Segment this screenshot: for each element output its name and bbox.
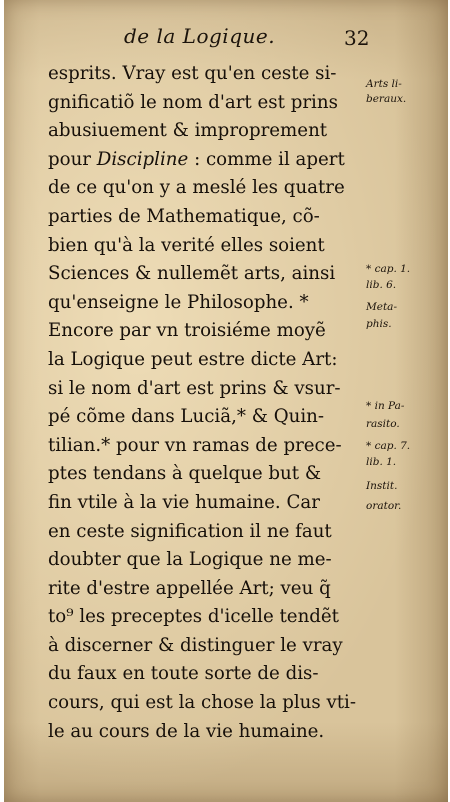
text-line: Sciences & nullemẽt arts, ainsi: [48, 263, 336, 285]
margin-note: lib. 6.: [366, 279, 397, 291]
text-line: gnificatiõ le nom d'art est prins: [48, 91, 338, 113]
main-text-block: [48, 60, 368, 746]
text-line: bien qu'à la verité elles soient: [48, 234, 325, 256]
text-segment: : comme il apert: [188, 148, 345, 170]
book-page: [4, 0, 448, 802]
running-head: de la Logique.: [124, 24, 276, 48]
text-line: cours, qui est la chose la plus vti-: [48, 692, 357, 714]
margin-note: Arts li-: [366, 78, 402, 90]
text-line: pé cõme dans Luciã,* & Quin-: [48, 406, 324, 428]
page-number: 32: [344, 26, 370, 50]
margin-note: phis.: [366, 318, 392, 330]
text-line: si le nom d'art est prins & vsur-: [48, 377, 341, 399]
text-line: ptes tendans à quelque but &: [48, 463, 322, 485]
text-line: tilian.* pour vn ramas de prece-: [48, 434, 342, 456]
text-line: esprits. Vray est qu'en ceste si-: [48, 63, 337, 84]
margin-note: orator.: [366, 500, 402, 512]
text-line: la Logique peut estre dicte Art:: [48, 348, 338, 370]
text-line: parties de Mathematique, cõ-: [48, 205, 320, 227]
margin-note: Meta-: [366, 301, 397, 313]
text-line: du faux en toute sorte de dis-: [48, 663, 319, 685]
text-line: [48, 146, 368, 175]
margin-note: lib. 1.: [366, 456, 397, 468]
text-line: Encore par vn troisiéme moyẽ: [48, 320, 326, 342]
margin-note: rasito.: [366, 418, 400, 430]
text-line: to⁹ les preceptes d'icelle tendẽt: [48, 606, 339, 628]
margin-note: beraux.: [366, 93, 407, 105]
text-line: le au cours de la vie humaine.: [48, 720, 325, 742]
text-line: en ceste signification il ne faut: [48, 520, 332, 542]
text-line: à discerner & distinguer le vray: [48, 634, 343, 656]
text-line: de ce qu'on y a meslé les quatre: [48, 177, 345, 199]
margin-note: Instit.: [366, 480, 398, 492]
margin-note: * cap. 1.: [366, 263, 411, 275]
italic-term-discipline: Discipline: [96, 148, 189, 170]
text-line: doubter que la Logique ne me-: [48, 549, 332, 571]
text-line: qu'enseigne le Philosophe. *: [48, 291, 309, 313]
margin-note: * cap. 7.: [366, 440, 411, 452]
text-line: rite d'estre appellée Art; veu q̃: [48, 577, 331, 599]
text-line: abusiuement & improprement: [48, 120, 328, 142]
margin-note: * in Pa-: [366, 400, 405, 412]
text-segment: pour: [48, 148, 97, 170]
text-line: fin vtile à la vie humaine. Car: [48, 491, 320, 513]
